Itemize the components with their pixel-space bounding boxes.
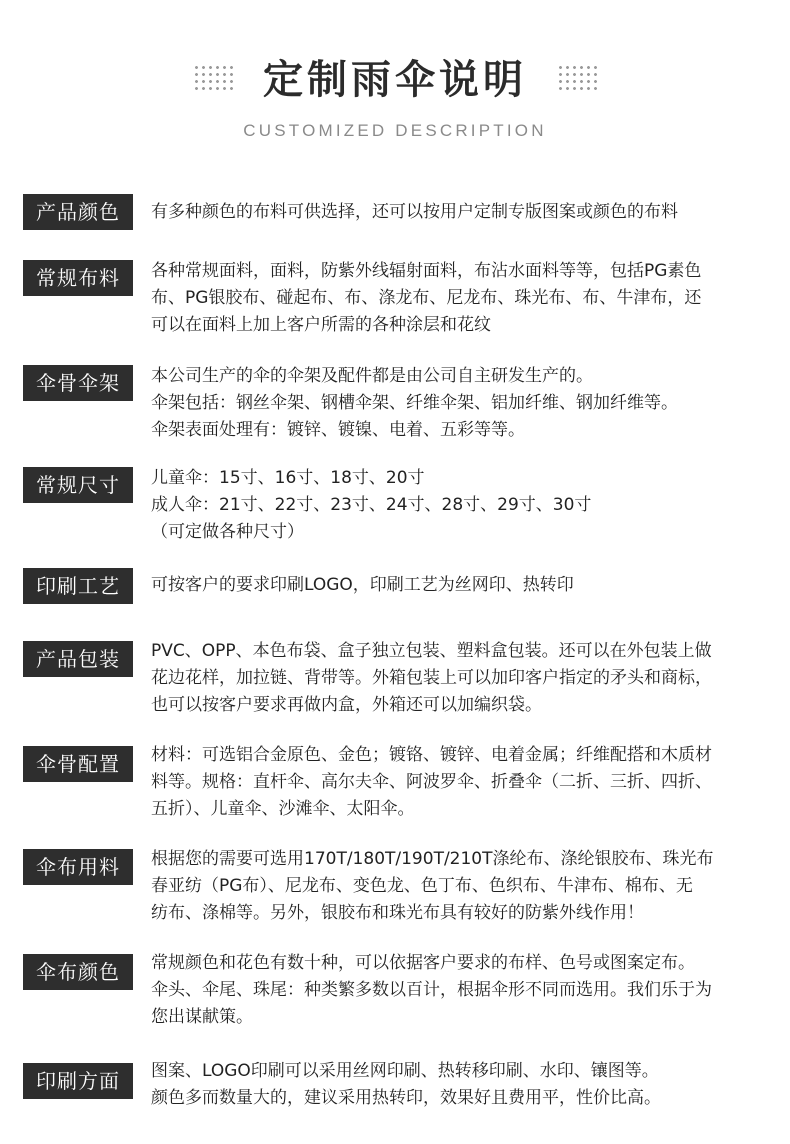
section-label: 印刷工艺: [23, 568, 133, 604]
description-line: 各种常规面料，面料，防紫外线辐射面料，布沾水面料等等，包括PG素色: [151, 261, 702, 281]
decorative-dots-right: [557, 64, 599, 94]
description-line: 图案、LOGO印刷可以采用丝网印刷、热转移印刷、水印、镶图等。: [151, 1061, 659, 1081]
section-description: [151, 363, 776, 444]
section-label: 伞骨伞架: [23, 365, 133, 401]
description-line: 有多种颜色的布料可供选择，还可以按用户定制专版图案或颜色的布料: [151, 202, 678, 222]
description-line: 颜色多而数量大的，建议采用热转印，效果好且费用平，性价比高。: [151, 1088, 661, 1108]
section-label: 常规布料: [23, 260, 133, 296]
description-line: 成人伞：21寸、22寸、23寸、24寸、28寸、29寸、30寸: [151, 495, 592, 515]
section-description: [151, 638, 776, 719]
section-description: [151, 258, 776, 339]
section-description: [151, 1058, 776, 1112]
description-line: 伞头、伞尾、珠尾：种类繁多数以百计，根据伞形不同而选用。我们乐于为: [151, 980, 712, 1000]
description-line: 也可以按客户要求再做内盒，外箱还可以加编织袋。: [151, 695, 542, 715]
page-subtitle: CUSTOMIZED DESCRIPTION: [243, 121, 547, 140]
description-line: 您出谋献策。: [151, 1007, 253, 1027]
description-line: 本公司生产的伞的伞架及配件都是由公司自主研发生产的。: [151, 366, 593, 386]
description-line: 伞架包括：钢丝伞架、钢槽伞架、纤维伞架、铝加纤维、钢加纤维等。: [151, 393, 678, 413]
section-description: [151, 846, 776, 927]
description-line: 常规颜色和花色有数十种，可以依据客户要求的布样、色号或图案定布。: [151, 953, 695, 973]
description-line: 儿童伞：15寸、16寸、18寸、20寸: [151, 468, 425, 488]
section-description: [151, 199, 776, 226]
description-line: （可定做各种尺寸）: [151, 522, 304, 542]
section-description: [151, 465, 776, 546]
section-label: 伞布颜色: [23, 954, 133, 990]
description-line: 根据您的需要可选用170T/180T/190T/210T涤纶布、涤纶银胶布、珠光布: [151, 849, 714, 869]
description-line: 可以在面料上加上客户所需的各种涂层和花纹: [151, 315, 491, 335]
description-line: 纺布、涤棉等。另外，银胶布和珠光布具有较好的防紫外线作用！: [151, 903, 644, 923]
description-line: 伞架表面处理有：镀锌、镀镍、电着、五彩等等。: [151, 420, 525, 440]
section-description: [151, 742, 776, 823]
description-line: 材料：可选铝合金原色、金色；镀铬、镀锌、电着金属；纤维配搭和木质材: [151, 745, 712, 765]
page-title: 定制雨伞说明: [263, 57, 527, 103]
description-line: 春亚纺（PG布）、尼龙布、变色龙、色丁布、色织布、牛津布、棉布、无: [151, 876, 693, 896]
description-line: 料等。规格：直杆伞、高尔夫伞、阿波罗伞、折叠伞（二折、三折、四折、: [151, 772, 712, 792]
section-description: [151, 950, 776, 1031]
section-label: 伞骨配置: [23, 746, 133, 782]
section-label: 产品包装: [23, 641, 133, 677]
section-description: [151, 572, 776, 599]
description-line: 布、PG银胶布、碰起布、布、涤龙布、尼龙布、珠光布、布、牛津布，还: [151, 288, 702, 308]
description-line: 五折）、儿童伞、沙滩伞、太阳伞。: [151, 799, 415, 819]
description-line: PVC、OPP、本色布袋、盒子独立包装、塑料盒包装。还可以在外包装上做: [151, 641, 712, 661]
page-header: [0, 0, 790, 150]
description-line: 花边花样，加拉链、背带等。外箱包装上可以加印客户指定的矛头和商标，: [151, 668, 712, 688]
section-label: 产品颜色: [23, 194, 133, 230]
section-label: 常规尺寸: [23, 467, 133, 503]
section-label: 伞布用料: [23, 849, 133, 885]
section-label: 印刷方面: [23, 1063, 133, 1099]
description-line: 可按客户的要求印刷LOGO，印刷工艺为丝网印、热转印: [151, 575, 574, 595]
